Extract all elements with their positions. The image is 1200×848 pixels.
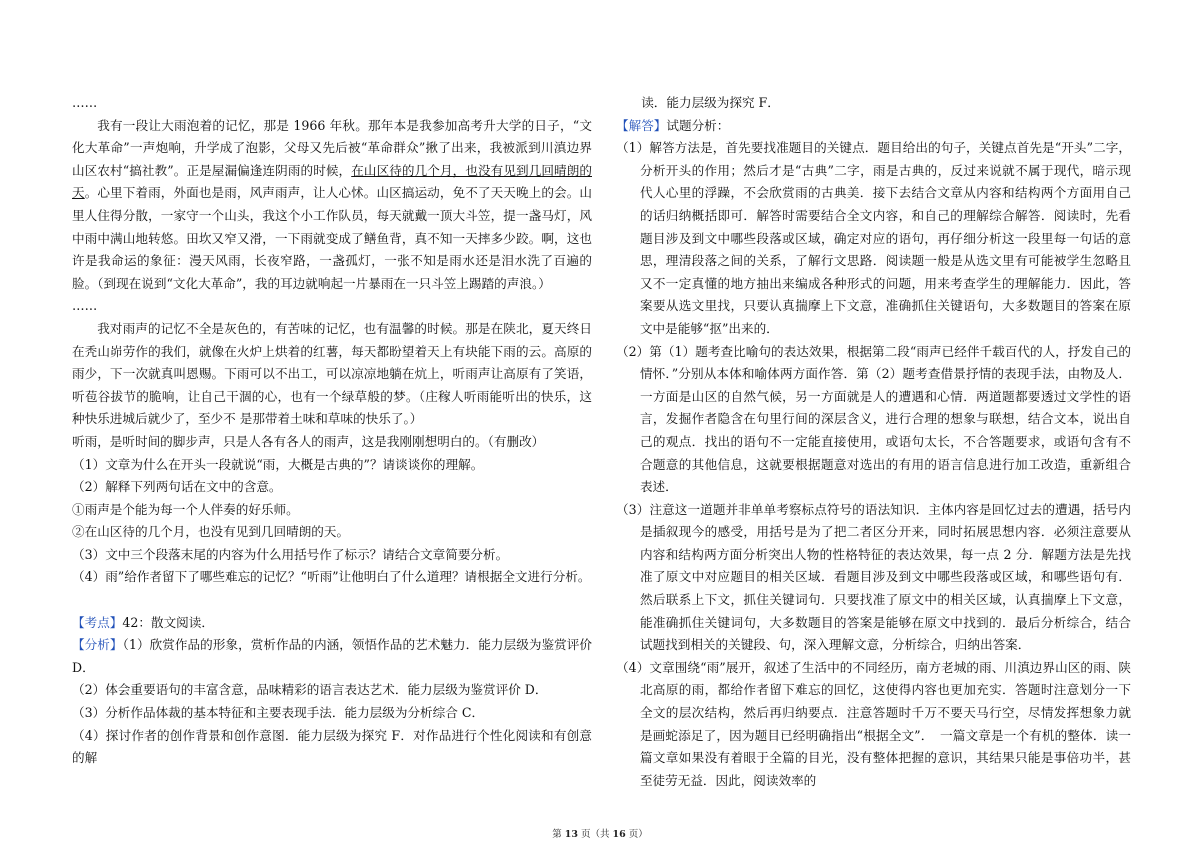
continuation-line: 读．能力层级为探究 F． <box>641 95 780 110</box>
answer-3: （3）注意这一道题并非单单考察标点符号的语法知识．主体内容是回忆过去的遭遇，括号内是插叙现今的感受，用括号是为了把二者区分开来，同时拓展思想内容．必须注意要从内容和结构两方面分析突出人物的性格特征的表达效果，每一点 2 分．解题方法是先找准了原文中对应题目的相关区域．看题目涉及到文中哪些段落或区域，和哪些语句有．然后联系上下文，抓住关键词句．只要找准了原文中的相关区域，认真揣摩上下文意，能准确抓住关键词句，大多数题目的答案是能够在原文中找到的．最后分析综合，结合试题找到相关的关键段、句，深入理解文意，分析综合，归纳出答案． <box>616 501 1131 653</box>
question-2: （2）解释下列两句话在文中的含意。 <box>72 479 282 495</box>
fenxi-line <box>72 634 592 679</box>
question-2a: ①雨声是个能为每一个人伴奏的好乐师。 <box>72 501 299 517</box>
spacer <box>72 589 592 612</box>
question-2b: ②在山区待的几个月，也没有见到几回晴朗的天。 <box>72 524 350 540</box>
answer-1: （1）解答方法是，首先要找准题目的关键点．题目给出的句子，关键点首先是“开头”二字，分析开头的作用；然后才是“古典”二字，雨是古典的，反过来说就不属于现代，暗示现代人心里的浮躁，不会欣赏雨的古典美．接下去结合文章从内容和结构两个方面用自己的话归纳概括即可．解答时需要结合全文内容，和自己的理解综合解答．阅读时，先看题目涉及到文中哪些段落或区域，确定对应的语句，再仔细分析这一段里每一句话的意思，理清段落之间的关系，了解行文思路．阅读题一般是从选文里有可能被学生忽略且又不一定真懂的地方抽出来编成各种形式的问题，用来考查学生的理解能力．因此，答案要从选文里找，只要认真揣摩上下文意，准确抓住关键语句，大多数题目的答案在原文中是能够“抠”出来的． <box>616 140 1131 336</box>
answer-4: （4）文章围绕“雨”展开，叙述了生活中的不同经历，南方老城的雨、川滇边界山区的雨、陕北高原的雨，都给作者留下难忘的回忆，这使得内容也更加充实．答题时注意划分一下全文的层次结构，然后再归纳要点．注意答题时千万不要天马行空，尽情发挥想象力就是画蛇添足了，因为题目已经明确指出“根据全文”． 一篇文章是一个有机的整体．读一篇文章如果没有着眼于全篇的目光，没有整体把握的意识，其结果只能是事倍功半，甚至徒劳无益．因此，阅读效率的 <box>616 659 1131 788</box>
fenxi-text: （1）欣赏作品的形象，赏析作品的内涵，领悟作品的艺术魅力．能力层级为鉴赏评价 D． <box>72 637 593 675</box>
passage-paragraph: 我对雨声的记忆不全是灰色的，有苦味的记忆，也有温馨的时候。那是在陕北，夏天终日在秃山峁劳作的我们，就像在火炉上烘着的红薯，每天都盼望着天上有块能下雨的云。高原的雨少，下一次就真叫恩赐。下雨可以不出工，可以凉凉地躺在炕上，听雨声让高原有了笑语，听苞谷拔节的脆响，让自己干涸的心，也有一个绿草般的梦。（庄稼人听雨能听出的快乐，这种快乐进城后就少了，至少不 是那带着土味和草味的快乐了。） <box>72 320 592 427</box>
kaodian-tag: 【考点】 <box>72 614 123 630</box>
fenxi-item: （4）探讨作者的创作背景和创作意图．能力层级为探究 F．对作品进行个性化阅读和有创意的解 <box>72 727 592 766</box>
fenxi-item: （2）体会重要语句的丰富含意，品味精彩的语言表达艺术．能力层级为鉴赏评价 D． <box>72 682 548 698</box>
fenxi-item: （3）分析作品体裁的基本特征和主要表现手法．能力层级为分析综合 C． <box>72 705 485 721</box>
passage-text: 我有一段让大雨泡着的记忆，那是 1966 年秋。那年本是我参加高考升大学的日子，“文化大革命”一声炮响，升学成了泡影，父母又先后被“革命群众”揪了出来，我被派到川滇边界山区农村“搞社教”。正是屋漏偏逢连阴雨的时候， <box>72 117 592 178</box>
question-1: （1）文章为什么在开头一段就说“雨，大概是古典的”？请谈谈你的理解。 <box>72 456 484 472</box>
ellipsis: …… <box>72 298 98 314</box>
passage-text: 。心里下着雨，外面也是雨，风声雨声，让人心怵。山区搞运动，免不了天天晚上的会。山里人住得分散，一家守一个山头，我这个小工作队员，每天就戴一顶大斗笠，提一盏马灯，风中雨中满山地转悠。田坎又窄又滑，一下雨就变成了鳝鱼背，真不知一天摔多少跤。啊，这也许是我命运的象征：漫天风雨，长夜窄路，一盏孤灯，一张不知是雨水还是泪水洗了百遍的脸。（到现在说到“文化大革命”，我的耳边就响起一片暴雨在一只斗笠上踢踏的声浪。） <box>72 185 593 291</box>
jieda-line <box>616 115 1131 138</box>
footer-text: 页） <box>625 829 648 840</box>
passage-paragraph <box>72 115 592 296</box>
ellipsis: …… <box>72 95 98 110</box>
kaodian-text: 42：散文阅读． <box>122 614 214 630</box>
fenxi-tag: 【分析】 <box>72 637 123 653</box>
footer-text: 页（共 <box>577 829 613 840</box>
footer-text: 第 <box>552 829 565 840</box>
underlined-sentence: 在山区待的几个月，也没有见到几回晴朗的天 <box>72 162 592 201</box>
jieda-tag: 【解答】 <box>616 117 667 133</box>
passage-closing: 听雨，是听时间的脚步声，只是人各有各人的雨声，这是我刚刚想明白的。（有删改） <box>72 433 545 449</box>
question-4: （4）雨”给作者留下了哪些难忘的记忆？“听雨”让他明白了什么道理？请根据全文进行分析。 <box>72 569 591 585</box>
right-column <box>616 92 1131 792</box>
question-3: （3）文中三个段落末尾的内容为什么用括号作了标示？请结合文章简要分析。 <box>72 546 509 562</box>
answer-2: （2）第（1）题考查比喻句的表达效果，根据第二段“雨声已经伴千载百代的人，抒发自己的情怀．”分别从本体和喻体两方面作答．第（2）题考查借景抒情的表现手法，由物及人．一方面是山区的自然气候，另一方面就是人的遭遇和心情．两道题都要透过文学性的语言，发掘作者隐含在句里行间的深层含义，进行合理的想象与联想，结合文本，说出自己的观点．找出的语句不一定能直接使用，或语句太长，不合答题要求，或语句含有不合题意的其他信息，这就要根据题意对选出的有用的语言信息进行加工改造，重新组合表述． <box>616 343 1131 495</box>
jieda-text: 试题分析： <box>666 117 730 133</box>
page-number: 13 <box>564 829 578 840</box>
kaodian-line <box>72 612 592 635</box>
page-total: 16 <box>612 829 626 840</box>
left-column <box>72 92 592 770</box>
page-footer <box>0 826 1200 840</box>
